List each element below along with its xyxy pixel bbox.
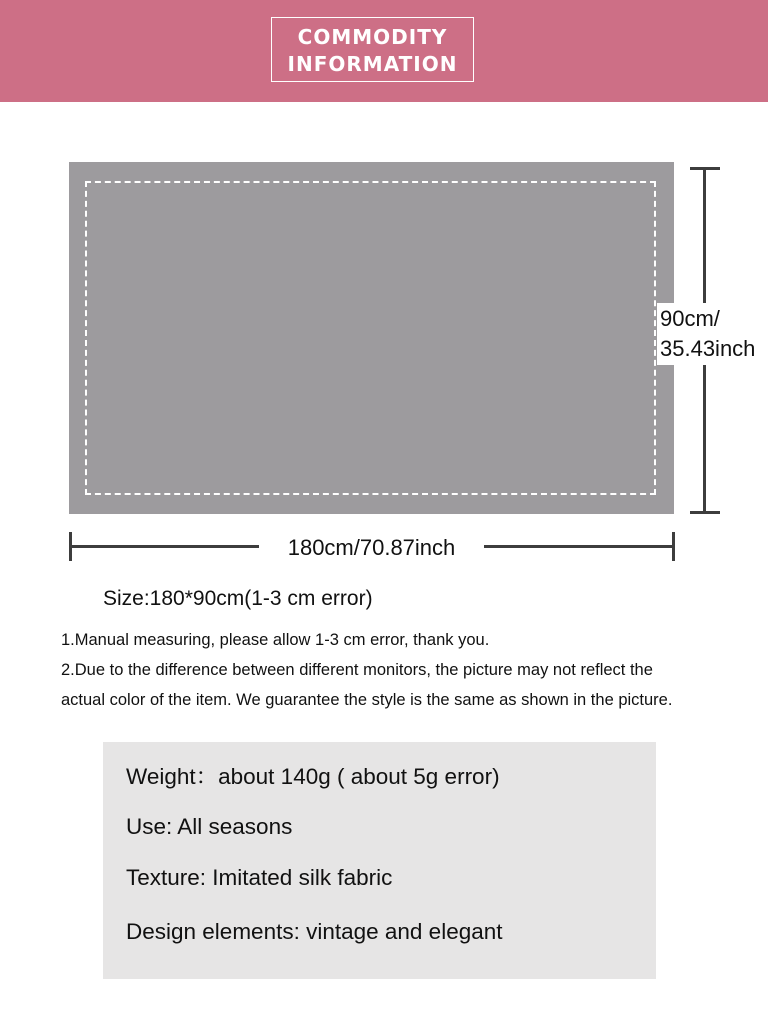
design-elements-text: Design elements: vintage and elegant bbox=[126, 919, 503, 944]
height-dimension-cap-top bbox=[690, 167, 720, 170]
use-text: Use: All seasons bbox=[126, 814, 293, 839]
size-text: Size:180*90cm(1-3 cm error) bbox=[103, 587, 373, 610]
stitch-border bbox=[85, 181, 656, 495]
width-dimension-line-left bbox=[69, 545, 259, 548]
texture-text: Texture: Imitated silk fabric bbox=[126, 865, 393, 890]
height-dimension-cap-bottom bbox=[690, 511, 720, 514]
product-illustration bbox=[69, 162, 674, 514]
title-line-1: COMMODITY bbox=[297, 25, 448, 49]
width-dimension-cap-left bbox=[69, 532, 72, 561]
height-label-line-2: 35.43inch bbox=[660, 336, 756, 361]
title-line-2: INFORMATION bbox=[287, 52, 458, 76]
width-dimension-line-right bbox=[484, 545, 675, 548]
header-band bbox=[0, 0, 768, 102]
width-label: 180cm/70.87inch bbox=[287, 535, 456, 560]
title-frame bbox=[271, 17, 474, 82]
note-line-2: 2.Due to the difference between different monitors, the picture may not reflect the bbox=[61, 661, 653, 679]
note-line-1: 1.Manual measuring, please allow 1-3 cm error, thank you. bbox=[61, 631, 490, 649]
weight-text: Weight：about 140g ( about 5g error) bbox=[126, 764, 500, 789]
note-line-3: actual color of the item. We guarantee the style is the same as shown in the picture. bbox=[61, 691, 673, 709]
spec-info-box bbox=[103, 742, 656, 979]
width-dimension-cap-right bbox=[672, 532, 675, 561]
height-label-line-1: 90cm/ bbox=[660, 306, 720, 331]
